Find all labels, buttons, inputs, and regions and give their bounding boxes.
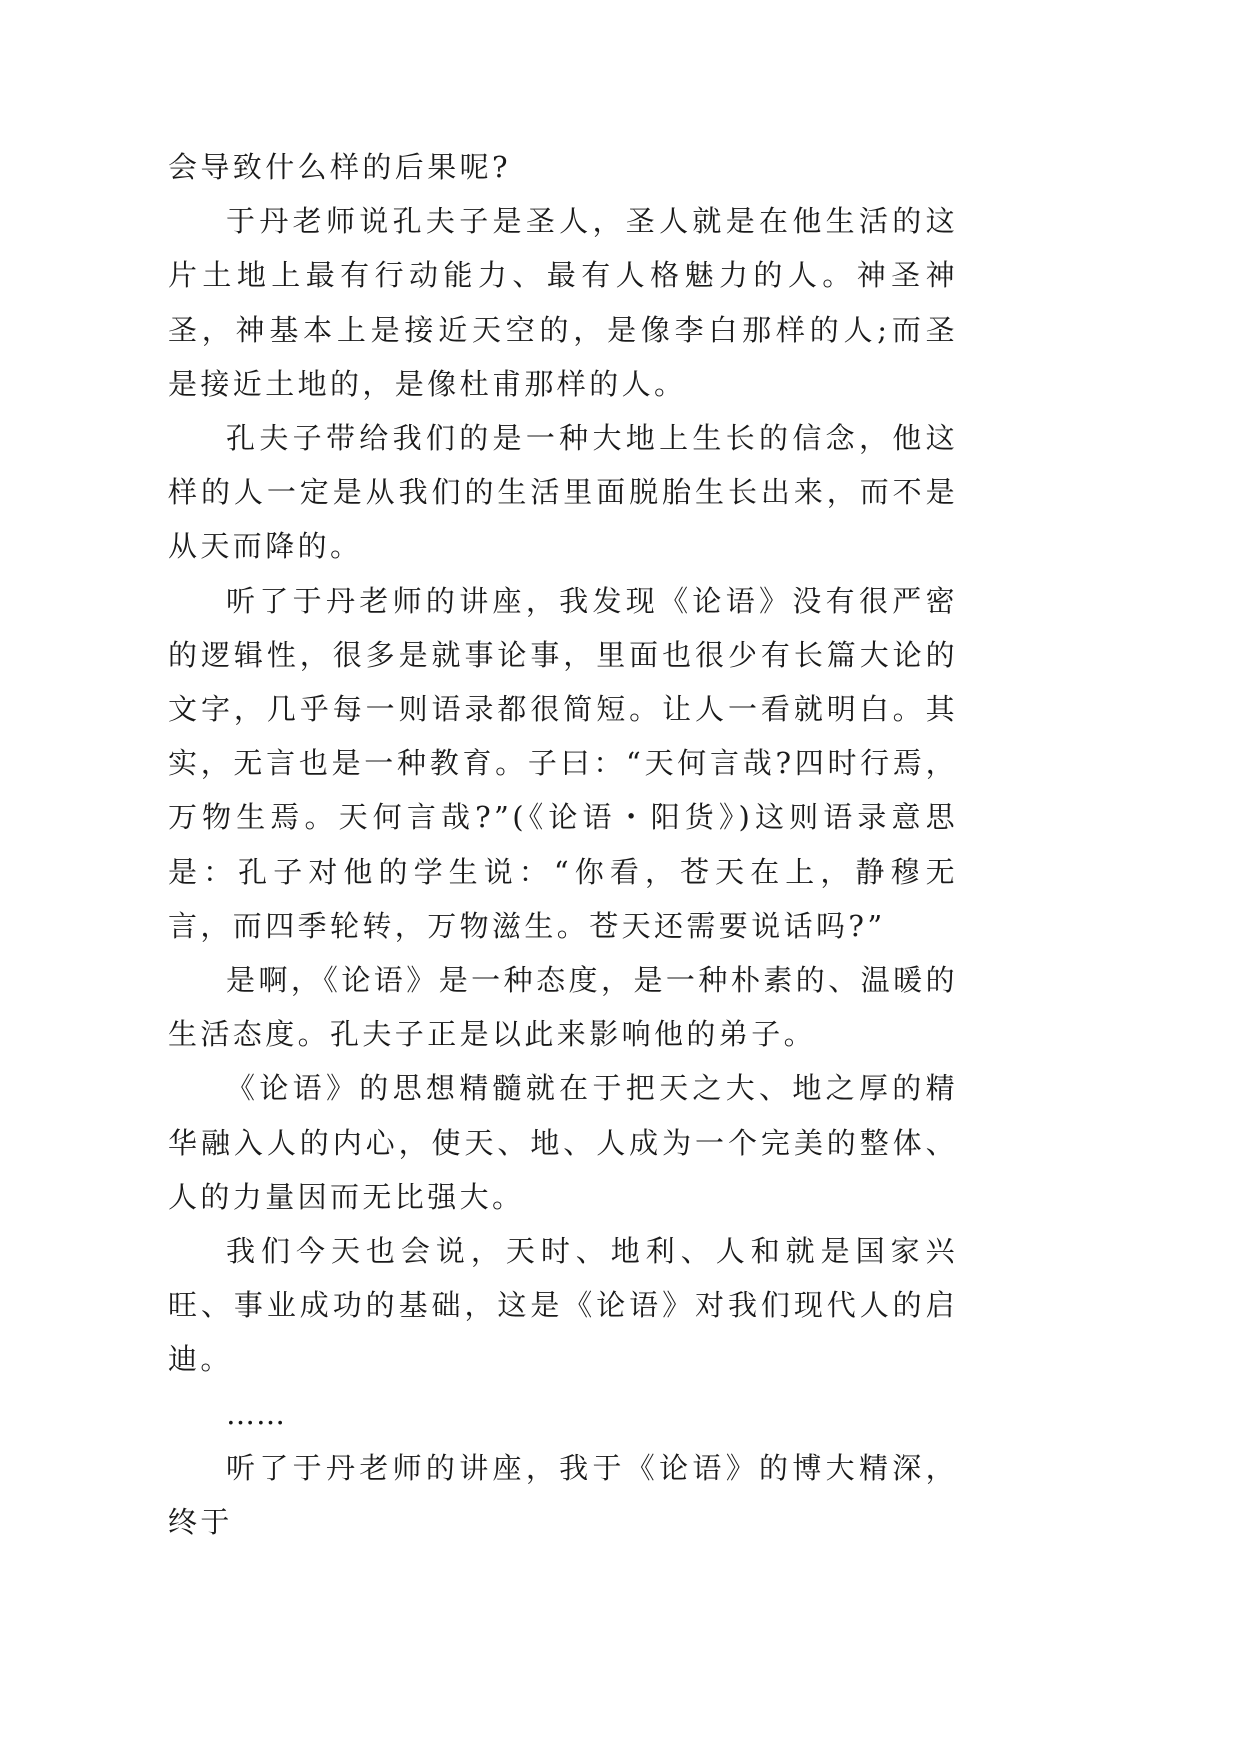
paragraph: 于丹老师说孔夫子是圣人，圣人就是在他生活的这片土地上最有行动能力、最有人格魅力的人。神圣神圣，神基本上是接近天空的，是像李白那样的人;而圣是接近土地的，是像杜甫那样的人。 — [168, 204, 958, 401]
paragraph: 《论语》的思想精髓就在于把天之大、地之厚的精华融入人的内心，使天、地、人成为一个完美的整体、人的力量因而无比强大。 — [168, 1071, 958, 1214]
paragraph: 听了于丹老师的讲座，我于《论语》的博大精深，终于 — [168, 1450, 958, 1540]
paragraph: 听了于丹老师的讲座，我发现《论语》没有很严密的逻辑性，很多是就事论事，里面也很少有长篇大论的文字，几乎每一则语录都很简短。让人一看就明白。其实，无言也是一种教育。子曰：“天何言哉?四时行焉，万物生焉。天何言哉?”(《论语・阳货》)这则语录意思是：孔子对他的学生说：“你看，苍天在上，静穆无言，而四季轮转，万物滋生。苍天还需要说话吗?” — [168, 583, 958, 943]
paragraph: 我们今天也会说，天时、地利、人和就是国家兴旺、事业成功的基础，这是《论语》对我们现代人的启迪。 — [168, 1234, 958, 1377]
body-text — [168, 140, 958, 1549]
paragraph: 是啊，《论语》是一种态度，是一种朴素的、温暖的生活态度。孔夫子正是以此来影响他的弟子。 — [168, 963, 958, 1052]
ellipsis-line: …… — [226, 1396, 286, 1431]
paragraph: 会导致什么样的后果呢? — [168, 150, 511, 184]
paragraph: 孔夫子带给我们的是一种大地上生长的信念，他这样的人一定是从我们的生活里面脱胎生长出来，而不是从天而降的。 — [168, 421, 958, 564]
